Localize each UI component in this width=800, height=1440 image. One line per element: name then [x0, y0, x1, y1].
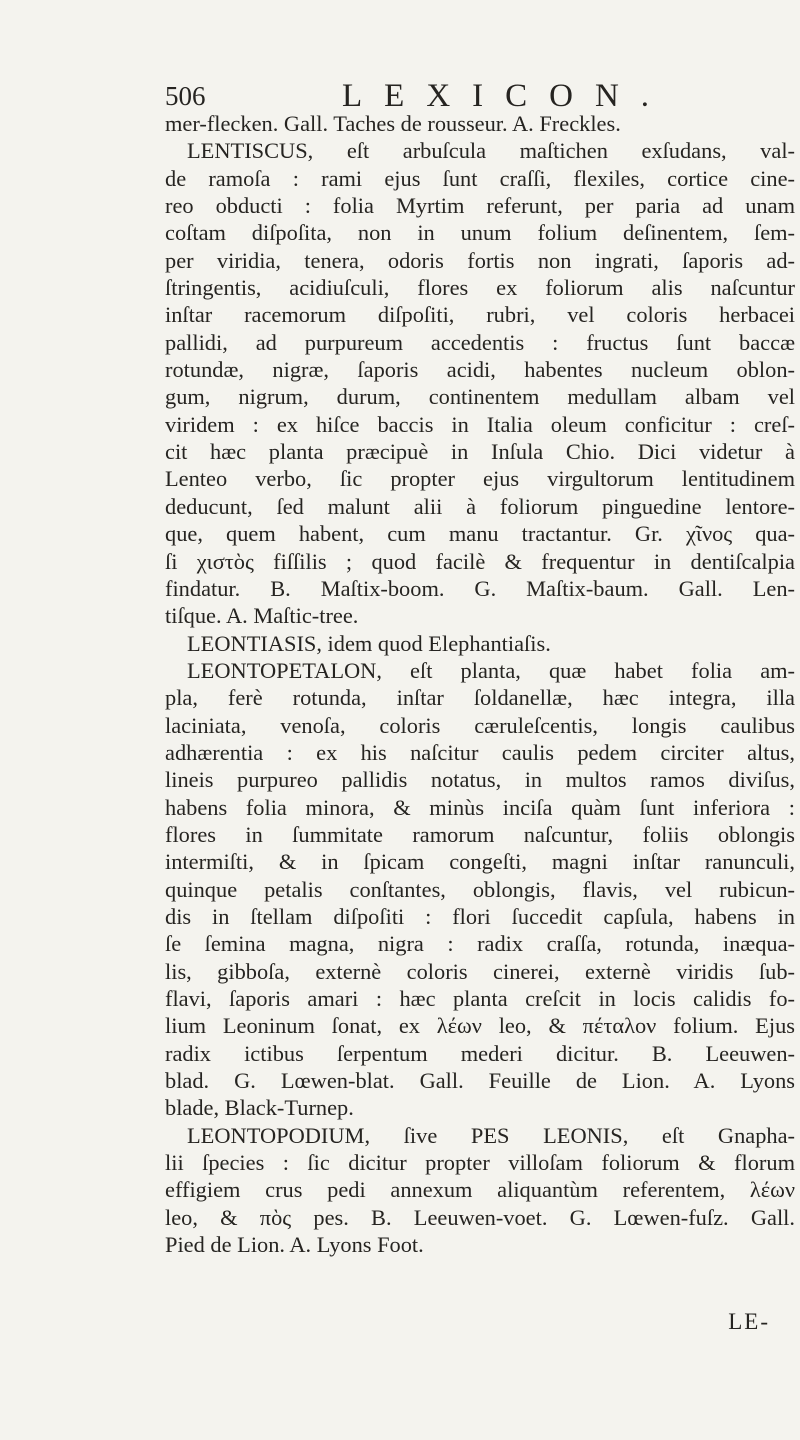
text-line: adhærentia : ex his naſcitur caulis pedem circiter altus,	[165, 739, 795, 765]
text-line: inſtar racemorum diſpoſiti, rubri, vel coloris herbacei	[165, 302, 795, 328]
text-line: LEONTIASIS, idem quod Elephantiaſis.	[187, 630, 551, 656]
text-line: LEONTOPODIUM, ſive PES LEONIS, eſt Gnapha-	[187, 1122, 795, 1148]
text-line: leo, & πὸς pes. B. Leeuwen-voet. G. Lœwen-fuſz. Gall.	[165, 1204, 795, 1230]
text-line: habens folia minora, & minùs inciſa quàm ſunt inferiora :	[165, 794, 795, 820]
text-line: lium Leoninum ſonat, ex λέων leo, & πέταλον folium. Ejus	[165, 1013, 795, 1039]
text-line: dis in ſtellam diſpoſiti : flori ſuccedit capſula, habens in	[165, 903, 795, 929]
text-line: de ramoſa : rami ejus ſunt craſſi, flexiles, cortice cine-	[165, 165, 795, 191]
text-line: intermiſti, & in ſpicam congeſti, magni inſtar ranunculi,	[165, 849, 795, 875]
text-line: tiſque. A. Maſtic-tree.	[165, 603, 359, 629]
text-line: LEONTOPETALON, eſt planta, quæ habet folia am-	[187, 657, 795, 683]
text-line: ſi χιστὸς fiſſilis ; quod facilè & frequentur in dentiſcalpia	[165, 548, 795, 574]
text-line: per viridia, tenera, odoris fortis non ingrati, ſaporis ad-	[165, 247, 795, 273]
text-line: Lenteo verbo, ſic propter ejus virgultorum lentitudinem	[165, 466, 795, 492]
text-line: mer-flecken. Gall. Taches de rousseur. A. Freckles.	[165, 111, 621, 136]
text-line: pla, ferè rotunda, inſtar ſoldanellæ, hæc integra, illa	[165, 685, 795, 711]
text-line: deducunt, ſed malunt alii à foliorum pinguedine lentore-	[165, 493, 795, 519]
text-line: radix ictibus ſerpentum mederi dicitur. B. Leeuwen-	[165, 1040, 795, 1066]
text-line: blade, Black-Turnep.	[165, 1095, 354, 1121]
text-line: reo obducti : folia Myrtim referunt, per paria ad unam	[165, 193, 795, 219]
text-line: findatur. B. Maſtix-boom. G. Maſtix-baum. Gall. Len-	[165, 575, 795, 601]
text-line: quinque petalis conſtantes, oblongis, flavis, vel rubicun-	[165, 876, 795, 902]
text-line: coſtam diſpoſita, non in unum folium deſinentem, ſem-	[165, 220, 795, 246]
text-line: effigiem crus pedi annexum aliquantùm referentem, λέων	[165, 1177, 795, 1203]
dictionary-text	[165, 110, 795, 1258]
text-line: LENTISCUS, eſt arbuſcula maſtichen exſudans, val-	[187, 138, 795, 164]
text-line: flavi, ſaporis amari : hæc planta creſcit in locis calidis fo-	[165, 986, 795, 1011]
text-line: viridem : ex hiſce baccis in Italia oleum conficitur : creſ-	[165, 411, 795, 437]
text-line: gum, nigrum, durum, continentem medullam albam vel	[165, 384, 795, 410]
text-line: cit hæc planta præcipuè in Inſula Chio. Dici videtur à	[165, 439, 795, 465]
text-line: Pied de Lion. A. Lyons Foot.	[165, 1232, 424, 1258]
text-line: flores in ſummitate ramorum naſcuntur, foliis oblongis	[165, 821, 795, 847]
running-title: LEXICON.	[342, 78, 672, 114]
text-line: rotundæ, nigræ, ſaporis acidi, habentes nucleum oblon-	[165, 357, 795, 383]
text-line: pallidi, ad purpureum accedentis : fructus ſunt baccæ	[165, 329, 795, 355]
text-line: lis, gibboſa, externè coloris cinerei, externè viridis ſub-	[165, 958, 795, 984]
catchword: LE-	[728, 1309, 770, 1334]
text-line: ſe ſemina magna, nigra : radix craſſa, rotunda, inæqua-	[165, 931, 795, 957]
text-line: ſtringentis, acidiuſculi, flores ex foliorum alis naſcuntur	[165, 275, 795, 301]
text-line: que, quem habent, cum manu tractantur. Gr. χῖνος qua-	[165, 521, 795, 547]
text-line: blad. G. Lœwen-blat. Gall. Feuille de Lion. A. Lyons	[165, 1068, 795, 1094]
text-line: lii ſpecies : ſic dicitur propter villoſam foliorum & florum	[165, 1150, 795, 1176]
page-number: 506	[165, 81, 206, 111]
text-line: laciniata, venoſa, coloris cæruleſcentis, longis caulibus	[165, 712, 795, 738]
text-line: lineis purpureo pallidis notatus, in multos ramos diviſus,	[165, 767, 795, 793]
